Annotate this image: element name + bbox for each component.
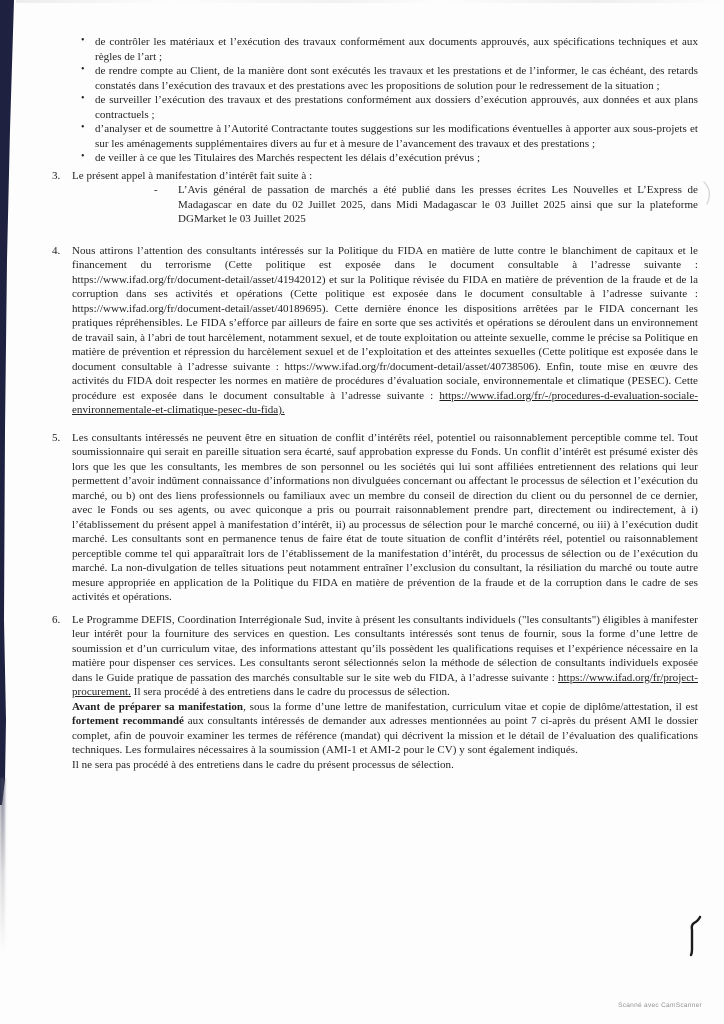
document-body (54, 35, 698, 772)
pesec-procedure-link: https://www.ifad.org/fr/-/procedures-d-evaluation-sociale-environnementale-et-climatique-pesec-du-fida). (72, 389, 698, 416)
item-5-number: 5. (52, 431, 61, 444)
advice-bold-lead: Avant de préparer sa manifestation (72, 700, 244, 713)
camscanner-watermark: Scanné avec CamScanner (618, 1002, 702, 1009)
scan-artifact-curve (704, 182, 709, 204)
item-4-number: 4. (52, 244, 61, 257)
advice-text-2: aux consultants intéressés de demander aux adresses mentionnées au point 7 ci-après du présent AMI le dossier complet, afin de pouvoir examiner les termes de référence (mandat) qui décrivent la mission et le détail de l’évaluation des qualifications techniques. Les formulaires nécessaires à la soumission (AMI-1 et AMI-2 pour le CV) y sont également indiqués. (72, 715, 698, 756)
advice-paragraph (72, 700, 698, 758)
bullet-glyph: • (81, 64, 85, 75)
binder-edge-shadow (0, 778, 5, 953)
bullet-glyph: • (81, 35, 85, 46)
bullet-glyph: • (81, 93, 85, 104)
bullet-item-text: de contrôler les matériaux et l’exécution des travaux conformément aux documents approuvés, aux spécifications techniques et aux règles de l’art ; (95, 36, 698, 63)
bullet-item (54, 122, 698, 151)
bullet-item (54, 64, 698, 93)
item-3-number: 3. (52, 169, 61, 182)
bullet-item (54, 35, 698, 64)
project-procurement-link: https://www.ifad.org/fr/project-procurement. (72, 671, 698, 698)
binder-edge-strip (0, 0, 18, 810)
bullet-list (54, 35, 698, 166)
item-6 (54, 613, 698, 773)
avis-general-text: L’Avis général de passation de marchés a été publié dans les presses écrites Les Nouvelles et L’Express de Madagascar en date du 02 Juillet 2025, dans Midi Madagascar le 03 Juillet 2025 ainsi que sur la plateforme DGMarket le 03 Juillet 2025 (178, 184, 698, 225)
bullet-item (54, 93, 698, 122)
no-interview-note: Il ne sera pas procédé à des entretiens dans le cadre du présent processus de sélection. (72, 758, 454, 771)
scan-top-smudge (16, 0, 724, 3)
advice-bold-recommande: fortement recommandé (72, 715, 184, 727)
bullet-glyph: • (81, 151, 85, 162)
item-3-sub (72, 183, 698, 227)
defis-invitation-text: Le Programme DEFIS, Coordination Interrégionale Sud, invite à présent les consultants individuels ("les consultants") éligibles à manifester leur intérêt pour la fourniture des services en question. Les consultants intéressés sont tenus de fournir, sous la forme d’une lettre de soumission et d’un curriculum vitae, des informations attestant qu’ils possèdent les qualifications requises et l’expérience nécessaire en la matière pour dispenser ces services. Les consultants seront sélectionnés selon la méthode de sélection de consultants individuels exposée dans le Guide pratique de passation des marchés consultable sur le site web du FIDA, à l’adresse suivante : (72, 613, 698, 684)
fida-policies-text: Nous attirons l’attention des consultants intéressés sur la Politique du FIDA en matière de lutte contre le blanchiment de capitaux et le financement du terrorisme (Cette politique est exposée dans le document consultable à l’adresse suivante : https://www.ifad.org/fr/document-detail/asset/41942012) et sur la Politique révisée du FIDA en matière de prévention de la fraude et de la corruption dans ses activités et opérations (Cette politique est exposée dans le document consultable à l’adresse suivante : https://www.ifad.org/fr/document-detail/asset/40189695). Cette dernière énonce les dispositions arrêtées par le FIDA concernant les pratiques répréhensibles. Le FIDA s’efforce par ailleurs de faire en sorte que ses activités et opérations se déroulent dans un environnement de travail sain, à l’abri de tout harcèlement, notamment sexuel, et de toute exploitation ou atteinte sexuelle, comme le précise sa Politique en matière de prévention et répression du harcèlement sexuel et de l’exploitation et des atteintes sexuelles (Cette politique est exposée dans le document consultable à l’adresse suivante : https://www.ifad.org/fr/document-detail/asset/40738506). Enfin, toute mise en œuvre des activités du FIDA doit respecter les normes en matière de procédures d’évaluation sociale, environnementale et climatique (PESEC). Cette procédure est exposée dans le document consultable à l’adresse suivante : (72, 244, 698, 402)
bullet-item-text: d’analyser et de soumettre à l’Autorité Contractante toutes suggestions sur les modifications éventuelles à apporter aux sous-projets et sur les aménagements supplémentaires divers au fur et à mesure de l’avancement des travaux et des prestations ; (95, 123, 698, 150)
item-3 (54, 169, 698, 227)
bullet-glyph: • (81, 122, 85, 133)
bullet-item-text: de surveiller l’exécution des travaux et des prestations conformément aux dossiers d’exécution approuvés, aux données et aux plans contractuels ; (95, 94, 698, 121)
interview-note-text: Il sera procédé à des entretiens dans le cadre du processus de sélection. (130, 686, 450, 698)
item-3-intro: Le présent appel à manifestation d’intérêt fait suite à : (72, 169, 313, 182)
bullet-item-text: de rendre compte au Client, de la manière dont sont exécutés les travaux et les prestations et de l’informer, le cas échéant, des retards constatés dans l’exécution des travaux et des prestations avec les propositions de solution pour le redressement de la situation ; (95, 65, 698, 92)
bullet-item (54, 151, 698, 166)
item-5 (54, 431, 698, 605)
item-4 (54, 244, 698, 418)
advice-text-1: , sous la forme d’une lettre de manifestation, curriculum vitae et copie de diplôme/attestation, il est (243, 700, 699, 713)
item-6-number: 6. (52, 613, 61, 626)
conflict-of-interest-text: Les consultants intéressés ne peuvent être en situation de conflit d’intérêts réel, potentiel ou raisonnablement perceptible comme tel. Tout soumissionnaire qui serait en pareille situation sera écarté, sauf approbation expresse du Fonds. Un conflit d’intérêt est présumé exister dès lors que les que les consultants, les membres de son personnel ou les sociétés qui lui sont affiliées entretiennent des relations qui leur permettent d’avoir indûment connaissance d’informations non divulguées concernant ou affectant le processus de sélection et l’exécution du marché, ou b) ont des liens professionnels ou familiaux avec un membre du conseil de direction du client ou du personnel de ce dernier, avec le Fonds ou ses agents, ou avec quiconque a pris ou pourrait raisonnablement prendre part, directement ou indirectement, à i) l’établissement du présent appel à manifestation d’intérêt, ii) au processus de sélection pour le marché concerné, ou iii) à l’exécution dudit marché. Les consultants sont en permanence tenus de faire état de toute situation de conflit d’intérêts réel, potentiel ou raisonnablement perceptible comme tel qui apparaîtrait lors de l’établissement de la manifestation d’intérêt, du processus de sélection ou de l’exécution du marché. La non-divulgation de telles situations peut notamment entraîner l’exclusion du consultant, la résiliation du marché ou toute autre mesure appropriée en application de la Politique du FIDA en matière de prévention de la fraude et de la corruption dans le cadre de ses activités et opérations. (72, 431, 698, 603)
bullet-item-text: de veiller à ce que les Titulaires des Marchés respectent les délais d’exécution prévus ; (95, 152, 481, 164)
sub-dash-glyph: - (154, 184, 158, 196)
defis-invitation-paragraph (72, 613, 698, 700)
